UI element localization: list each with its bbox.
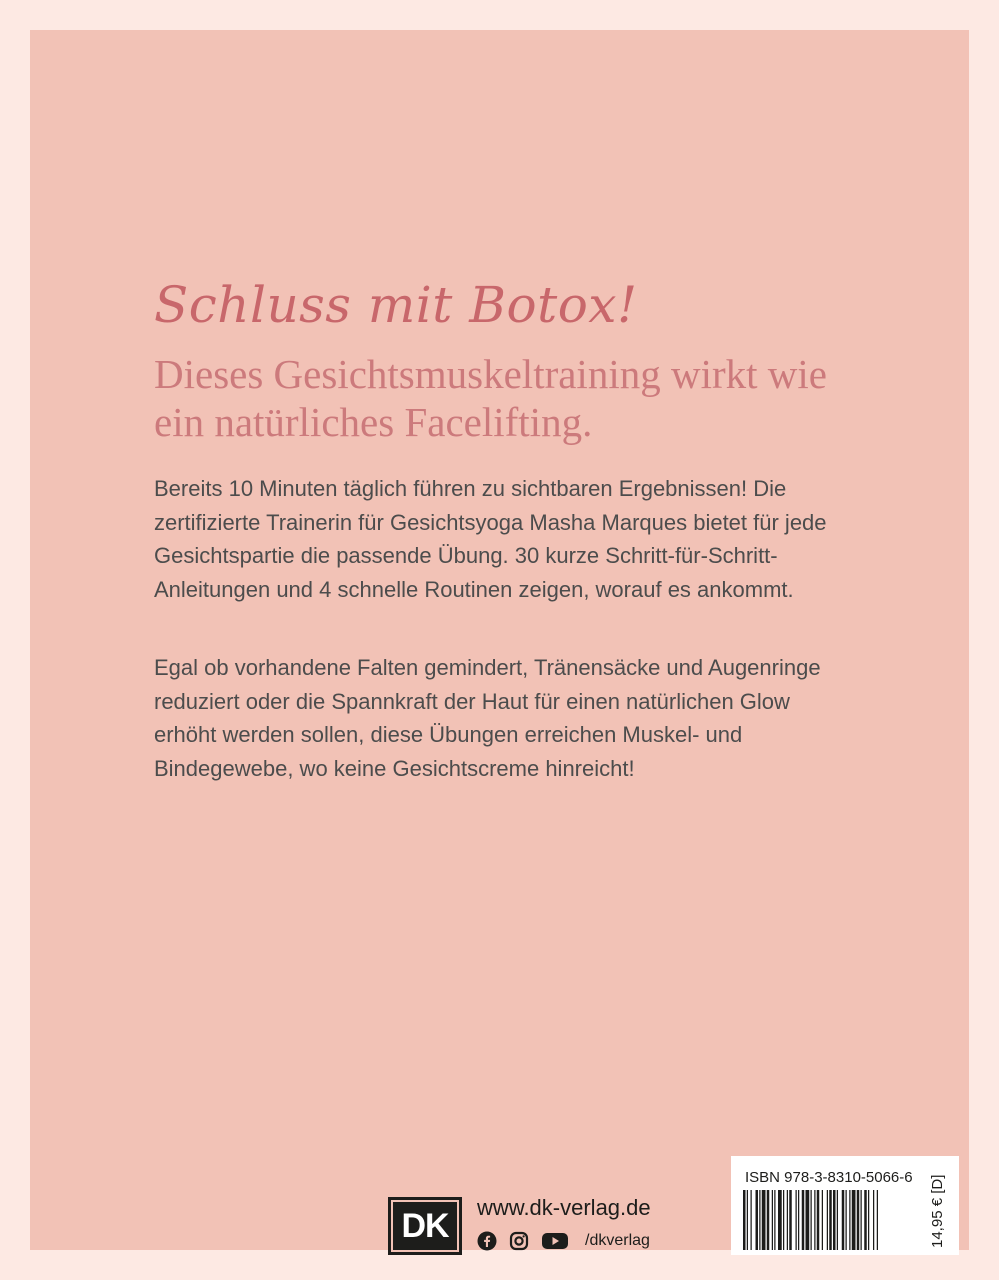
instagram-icon[interactable] <box>509 1231 529 1251</box>
paragraph-2: Egal ob vorhandene Falten gemindert, Tränensäcke und Augenringe reduziert oder die Spannkraft der Haut für einen natürlichen Glow erhöht werden sollen, diese Übungen erreichen Muskel- und Bindegewebe, wo keine Gesichtscreme hinreicht! <box>154 655 821 781</box>
price-label: 14,95 € [D] <box>929 1174 946 1248</box>
dk-logo: DK <box>388 1197 462 1255</box>
barcode <box>743 1190 923 1250</box>
headline: Schluss mit Botox! <box>154 276 638 334</box>
back-cover <box>30 30 969 1250</box>
facebook-icon[interactable] <box>477 1231 497 1251</box>
social-handle: /dkverlag <box>585 1232 650 1249</box>
website-link[interactable]: www.dk-verlag.de <box>477 1195 651 1220</box>
paragraph-1: Bereits 10 Minuten täglich führen zu sichtbaren Ergebnissen! Die zertifizierte Trainerin für Gesichtsyoga Masha Marques bietet für jede Gesichtspartie die passende Übung. 30 kurze Schritt-für-Schritt-Anleitungen und 4 schnelle Routinen zeigen, worauf es ankommt. <box>154 476 827 602</box>
barcode-panel <box>731 1156 959 1255</box>
youtube-icon[interactable] <box>541 1231 569 1251</box>
isbn-number: ISBN 978-3-8310-5066-6 <box>745 1169 913 1186</box>
subheadline: Dieses Gesichtsmuskeltraining wirkt wie ein natürliches Facelifting. <box>154 351 827 445</box>
social-links <box>477 1231 650 1251</box>
